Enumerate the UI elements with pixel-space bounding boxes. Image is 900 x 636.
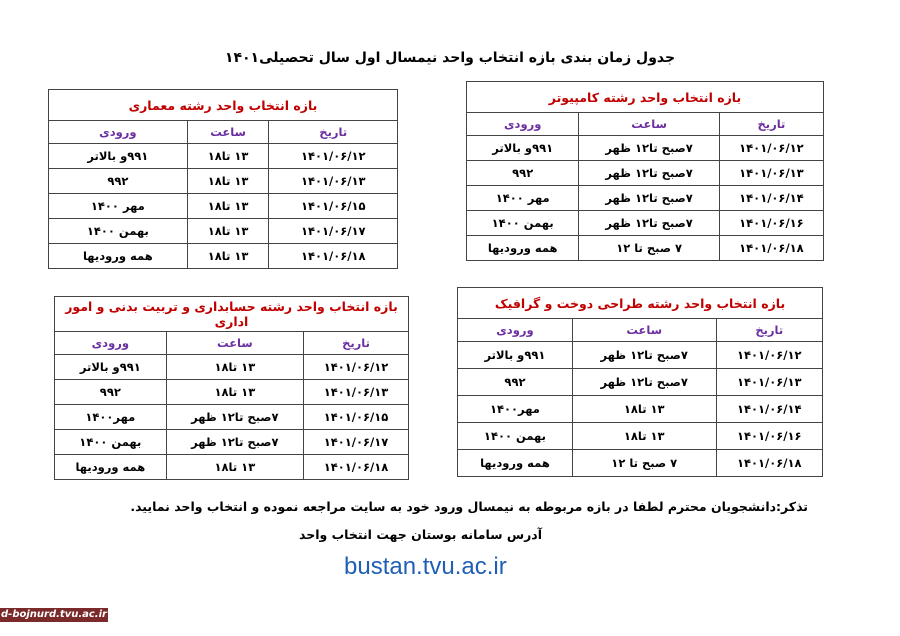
date-cell: ۱۴۰۱/۰۶/۱۷ <box>304 430 409 455</box>
time-cell: ۱۳ تا۱۸ <box>572 396 716 423</box>
entry-cell: بهمن ۱۴۰۰ <box>49 219 188 244</box>
computer-table <box>466 81 824 261</box>
date-cell: ۱۴۰۱/۰۶/۱۴ <box>716 396 822 423</box>
table-row <box>467 236 824 261</box>
watermark: d-bojnurd.tvu.ac.ir <box>1 609 107 620</box>
table-row <box>467 186 824 211</box>
time-cell: ۱۳ تا۱۸ <box>166 380 303 405</box>
date-cell: ۱۴۰۱/۰۶/۱۷ <box>269 219 398 244</box>
table-row <box>55 430 409 455</box>
time-cell: ۷صبح تا۱۲ ظهر <box>166 405 303 430</box>
date-cell: ۱۴۰۱/۰۶/۱۶ <box>719 211 823 236</box>
entry-cell: مهر ۱۴۰۰ <box>49 194 188 219</box>
table-row <box>55 455 409 480</box>
column-header-time: ساعت <box>166 332 303 355</box>
date-cell: ۱۴۰۱/۰۶/۱۲ <box>716 342 822 369</box>
table-row <box>49 219 398 244</box>
column-header-time: ساعت <box>572 319 716 342</box>
sewing-graphics-table <box>457 287 823 477</box>
entry-cell: بهمن ۱۴۰۰ <box>55 430 167 455</box>
entry-cell: مهر ۱۴۰۰ <box>467 186 579 211</box>
table-caption: بازه انتخاب واحد رشته معماری <box>49 90 398 121</box>
entry-cell: همه ورودیها <box>458 450 573 477</box>
header-row <box>467 113 824 136</box>
entry-cell: ۹۹۲ <box>458 369 573 396</box>
entry-cell: بهمن ۱۴۰۰ <box>467 211 579 236</box>
date-cell: ۱۴۰۱/۰۶/۱۴ <box>719 186 823 211</box>
table-row <box>458 342 823 369</box>
time-cell: ۱۳ تا۱۸ <box>187 194 269 219</box>
table-row <box>49 194 398 219</box>
date-cell: ۱۴۰۱/۰۶/۱۳ <box>304 380 409 405</box>
entry-cell: ۹۹۱و بالاتر <box>55 355 167 380</box>
table-row <box>55 405 409 430</box>
column-header-date: تاریخ <box>304 332 409 355</box>
date-cell: ۱۴۰۱/۰۶/۱۳ <box>716 369 822 396</box>
date-cell: ۱۴۰۱/۰۶/۱۵ <box>304 405 409 430</box>
entry-cell: همه ورودیها <box>49 244 188 269</box>
date-cell: ۱۴۰۱/۰۶/۱۸ <box>304 455 409 480</box>
header-row <box>49 121 398 144</box>
time-cell: ۷صبح تا۱۲ ظهر <box>579 136 719 161</box>
header-row <box>55 332 409 355</box>
time-cell: ۷صبح تا۱۲ ظهر <box>579 161 719 186</box>
column-header-entry: ورودی <box>458 319 573 342</box>
table-row <box>467 136 824 161</box>
entry-cell: مهر۱۴۰۰ <box>458 396 573 423</box>
entry-cell: ۹۹۱و بالاتر <box>458 342 573 369</box>
date-cell: ۱۴۰۱/۰۶/۱۳ <box>719 161 823 186</box>
entry-cell: ۹۹۱و بالاتر <box>49 144 188 169</box>
column-header-date: تاریخ <box>716 319 822 342</box>
column-header-date: تاریخ <box>719 113 823 136</box>
table-row <box>55 380 409 405</box>
table-row <box>55 355 409 380</box>
time-cell: ۱۳ تا۱۸ <box>187 169 269 194</box>
table-row <box>458 396 823 423</box>
entry-cell: ۹۹۲ <box>49 169 188 194</box>
time-cell: ۱۳ تا۱۸ <box>166 355 303 380</box>
table-row <box>458 450 823 477</box>
notice-text: تذکر:دانشجویان محترم لطفا در بازه مربوطه به نیمسال ورود خود به سایت مراجعه نموده و انتخاب واحد نمایید. <box>130 499 808 514</box>
date-cell: ۱۴۰۱/۰۶/۱۸ <box>719 236 823 261</box>
date-cell: ۱۴۰۱/۰۶/۱۳ <box>269 169 398 194</box>
entry-cell: ۹۹۲ <box>55 380 167 405</box>
entry-cell: همه ورودیها <box>55 455 167 480</box>
table-row <box>49 169 398 194</box>
time-cell: ۱۳ تا۱۸ <box>572 423 716 450</box>
time-cell: ۷صبح تا۱۲ ظهر <box>572 369 716 396</box>
time-cell: ۱۳ تا۱۸ <box>187 144 269 169</box>
page-title: جدول زمان بندی بازه انتخاب واحد نیمسال اول سال تحصیلی۱۴۰۱ <box>224 50 676 66</box>
table-row <box>49 144 398 169</box>
table-row <box>49 244 398 269</box>
column-header-entry: ورودی <box>467 113 579 136</box>
table-row <box>467 211 824 236</box>
table-row <box>458 369 823 396</box>
time-cell: ۷صبح تا۱۲ ظهر <box>579 186 719 211</box>
time-cell: ۱۳ تا۱۸ <box>187 244 269 269</box>
architecture-table <box>48 89 398 269</box>
entry-cell: بهمن ۱۴۰۰ <box>458 423 573 450</box>
header-row <box>458 319 823 342</box>
time-cell: ۷صبح تا۱۲ ظهر <box>572 342 716 369</box>
date-cell: ۱۴۰۱/۰۶/۱۸ <box>269 244 398 269</box>
date-cell: ۱۴۰۱/۰۶/۱۵ <box>269 194 398 219</box>
table-caption: بازه انتخاب واحد رشته حسابداری و تربیت بدنی و امور اداری <box>55 297 409 332</box>
column-header-date: تاریخ <box>269 121 398 144</box>
entry-cell: مهر۱۴۰۰ <box>55 405 167 430</box>
time-cell: ۷ صبح تا ۱۲ <box>572 450 716 477</box>
entry-cell: همه ورودیها <box>467 236 579 261</box>
time-cell: ۷ صبح تا ۱۲ <box>579 236 719 261</box>
time-cell: ۱۳ تا۱۸ <box>166 455 303 480</box>
bustan-site-link[interactable]: bustan.tvu.ac.ir <box>344 553 507 580</box>
date-cell: ۱۴۰۱/۰۶/۱۲ <box>304 355 409 380</box>
table-row <box>467 161 824 186</box>
table-row <box>458 423 823 450</box>
address-label: آدرس سامانه بوستان جهت انتخاب واحد <box>298 527 542 542</box>
column-header-entry: ورودی <box>49 121 188 144</box>
table-caption: بازه انتخاب واحد رشته طراحی دوخت و گرافیک <box>458 288 823 319</box>
date-cell: ۱۴۰۱/۰۶/۱۲ <box>719 136 823 161</box>
time-cell: ۷صبح تا۱۲ ظهر <box>579 211 719 236</box>
column-header-time: ساعت <box>187 121 269 144</box>
time-cell: ۱۳ تا۱۸ <box>187 219 269 244</box>
entry-cell: ۹۹۲ <box>467 161 579 186</box>
accounting-table <box>54 296 409 480</box>
entry-cell: ۹۹۱و بالاتر <box>467 136 579 161</box>
date-cell: ۱۴۰۱/۰۶/۱۸ <box>716 450 822 477</box>
column-header-time: ساعت <box>579 113 719 136</box>
date-cell: ۱۴۰۱/۰۶/۱۶ <box>716 423 822 450</box>
time-cell: ۷صبح تا۱۲ ظهر <box>166 430 303 455</box>
column-header-entry: ورودی <box>55 332 167 355</box>
date-cell: ۱۴۰۱/۰۶/۱۲ <box>269 144 398 169</box>
table-caption: بازه انتخاب واحد رشته کامپیوتر <box>467 82 824 113</box>
